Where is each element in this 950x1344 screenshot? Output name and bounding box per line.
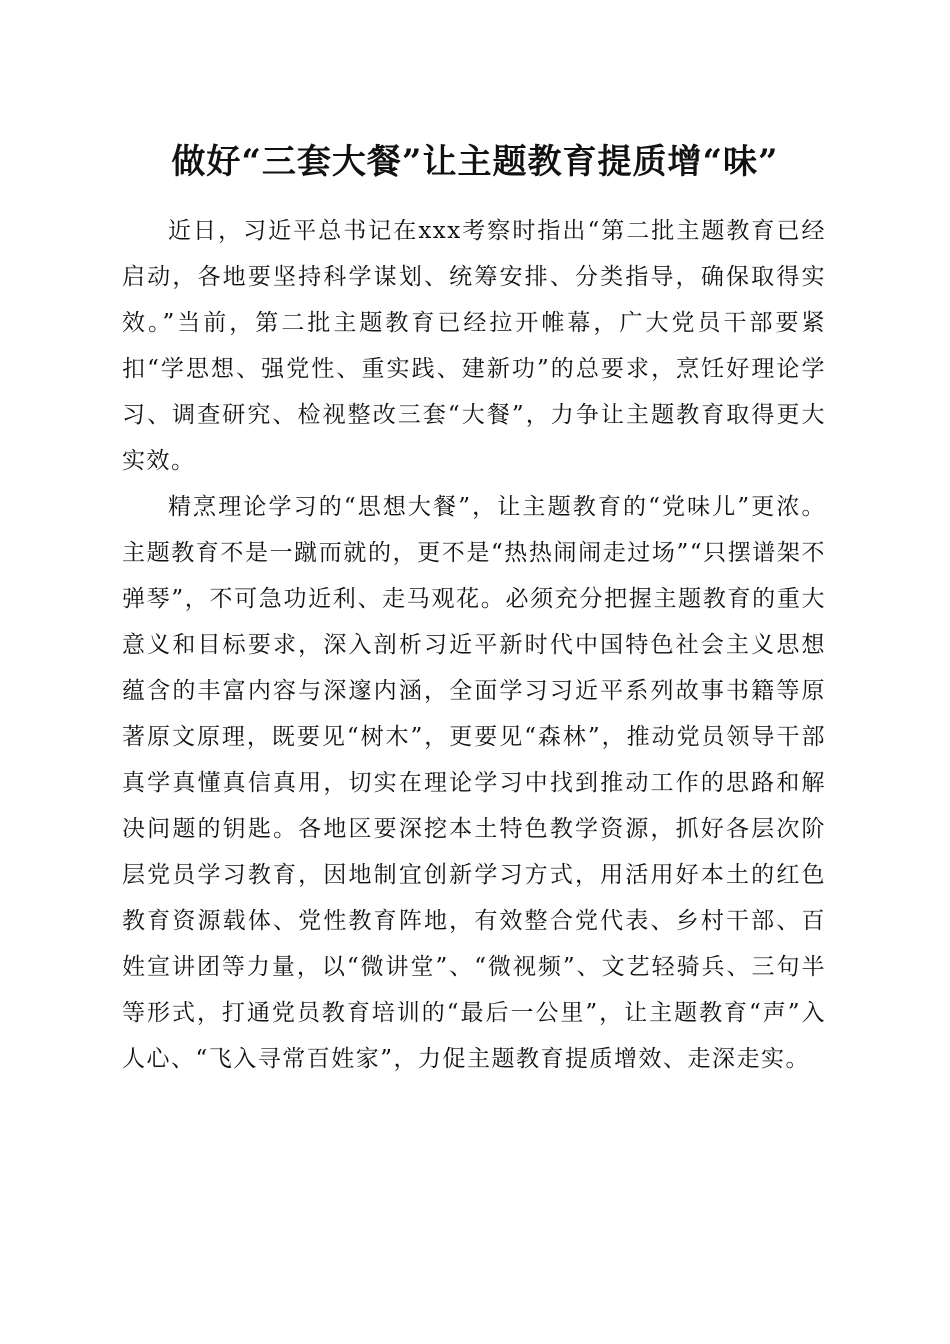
document-body (122, 208, 826, 1082)
paragraph-intro: 近日，习近平总书记在xxx考察时指出“第二批主题教育已经启动，各地要坚持科学谋划、统筹安排、分类指导，确保取得实效。”当前，第二批主题教育已经拉开帷幕，广大党员干部要紧扣“学思想、强党性、重实践、建新功”的总要求，烹饪好理论学习、调查研究、检视整改三套“大餐”，力争让主题教育取得更大实效。 (122, 218, 826, 474)
document-title: 做好“三套大餐”让主题教育提质增“味” (171, 142, 779, 182)
paragraph-theory-study: 精烹理论学习的“思想大餐”，让主题教育的“党味儿”更浓。主题教育不是一蹴而就的，更不是“热热闹闹走过场”“只摆谱架不弹琴”，不可急功近利、走马观花。必须充分把握主题教育的重大意义和目标要求，深入剖析习近平新时代中国特色社会主义思想蕴含的丰富内容与深邃内涵，全面学习习近平系列故事书籍等原著原文原理，既要见“树木”，更要见“森林”，推动党员领导干部真学真懂真信真用，切实在理论学习中找到推动工作的思路和解决问题的钥匙。各地区要深挖本土特色教学资源，抓好各层次阶层党员学习教育，因地制宜创新学习方式，用活用好本土的红色教育资源载体、党性教育阵地，有效整合党代表、乡村干部、百姓宣讲团等力量，以“微讲堂”、“微视频”、文艺轻骑兵、三句半等形式，打通党员教育培训的“最后一公里”，让主题教育“声”入人心、“飞入寻常百姓家”，力促主题教育提质增效、走深走实。 (122, 494, 826, 1072)
